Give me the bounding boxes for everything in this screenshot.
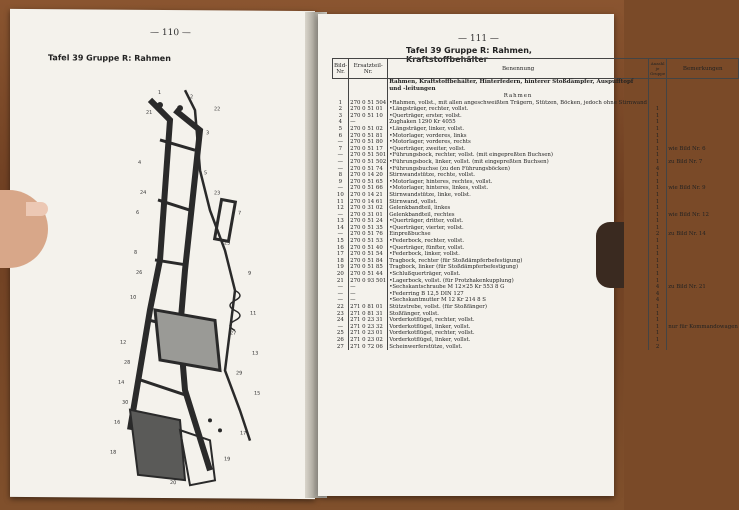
part-label: 16: [114, 419, 121, 426]
bemerkungen-cell: [667, 278, 739, 285]
part-label: 21: [146, 109, 153, 116]
anzahl-cell: 1: [649, 245, 667, 252]
part-label: 13: [252, 350, 259, 357]
table-row: [333, 284, 739, 291]
part-label: 17: [240, 430, 247, 437]
benennung-cell: Stoßfänger, vollst.: [388, 311, 649, 318]
benennung-cell: •Führungsbock, linker, vollst. (mit eingepreßten Buchsen): [388, 159, 649, 166]
part-label: 7: [238, 210, 242, 217]
ersatzteil-nr-cell: 270 0 51 81: [349, 133, 388, 140]
anzahl-cell: 1: [649, 271, 667, 278]
anzahl-cell: 1: [649, 304, 667, 311]
benennung-cell: Gelenkbandteil, rechtes: [388, 212, 649, 219]
page-title: Tafel 39 Gruppe R: Rahmen: [48, 53, 171, 64]
anzahl-cell: 1: [649, 264, 667, 271]
anzahl-cell: 1: [649, 192, 667, 199]
part-label: 1: [158, 89, 162, 96]
anzahl-cell: 1: [649, 146, 667, 153]
ersatzteil-nr-cell: 270 0 51 24: [349, 218, 388, 225]
benennung-cell: Vorderkotflügel, linker, vollst.: [388, 337, 649, 344]
part-label: 9: [248, 270, 252, 277]
anzahl-cell: 1: [649, 205, 667, 212]
bemerkungen-cell: [667, 344, 739, 351]
benennung-cell: Einpreßbuchse: [388, 231, 649, 238]
table-row: [333, 324, 739, 331]
table-row: [333, 231, 739, 238]
anzahl-cell: 4: [649, 291, 667, 298]
bemerkungen-cell: nur für Kommandowagen: [668, 323, 738, 330]
ersatzteil-nr-cell: 270 0 51 01: [349, 106, 388, 113]
benennung-cell: •Sechskantmutter M 12 Kr 214 8 S: [388, 297, 649, 304]
table-row: [333, 199, 739, 206]
part-label: 30: [122, 399, 129, 406]
ersatzteil-nr-cell: 270 0 51 76: [349, 231, 388, 238]
part-label: 8: [134, 249, 138, 256]
benennung-cell: •Querträger, vierter, vollst.: [388, 225, 649, 232]
bild-nr-cell: —: [333, 152, 349, 159]
benennung-cell: Zughaken 1290 Kr 4055: [388, 119, 649, 126]
bemerkungen-cell: [667, 113, 739, 120]
ersatzteil-nr-cell: 270 0 51 65: [349, 179, 388, 186]
bild-nr-cell: 23: [333, 311, 349, 318]
ersatzteil-nr-cell: 271 0 23 01: [349, 330, 388, 337]
bemerkungen-cell: zu Bild Nr. 14: [668, 231, 706, 238]
anzahl-cell: 1: [649, 311, 667, 318]
anzahl-cell: 4: [649, 297, 667, 304]
table-row: [333, 245, 739, 252]
anzahl-cell: 1: [649, 212, 667, 219]
benennung-cell: •Motorlager, hinteres, linkes, vollst.: [388, 185, 649, 192]
bemerkungen-cell: [667, 317, 739, 324]
benennung-cell: •Federring B 12,5 DIN 127: [388, 291, 649, 298]
bemerkungen-cell: [667, 119, 739, 126]
benennung-cell: •Motorlager, vorderes, links: [388, 133, 649, 140]
exploded-frame-diagram: [10, 9, 315, 499]
ersatzteil-nr-cell: 270 0 51 502: [350, 158, 387, 165]
table-row: [333, 311, 739, 318]
benennung-cell: •Führungsbuchse (zu den Führungsböcken): [388, 166, 649, 173]
anzahl-cell: 1: [649, 139, 667, 146]
bild-nr-cell: 25: [333, 330, 349, 337]
anzahl-cell: 1: [649, 126, 667, 133]
bemerkungen-cell: [667, 126, 739, 133]
table-row: [333, 271, 739, 278]
anzahl-cell: 1: [649, 330, 667, 337]
table-row: [333, 185, 739, 192]
anzahl-cell: 2: [649, 344, 667, 351]
bemerkungen-cell: [667, 205, 739, 212]
bild-nr-cell: —: [333, 291, 349, 298]
table-row: [333, 278, 739, 285]
bemerkungen-cell: [667, 245, 739, 252]
part-label: 24: [140, 189, 147, 196]
ersatzteil-nr-cell: —: [349, 284, 388, 291]
anzahl-cell: 1: [649, 119, 667, 126]
bumper: [130, 410, 185, 480]
table-row: [333, 344, 739, 351]
table-row: [333, 172, 739, 179]
sub-heading-row: [333, 93, 739, 100]
benennung-cell: •Rahmen, vollst., mit allen angeschweißten Trägern, Stützen, Böcken, jedoch ohne Stirnwand: [389, 99, 648, 106]
anzahl-cell: 1: [649, 324, 667, 331]
table-row: [333, 126, 739, 133]
bild-nr-cell: —: [333, 324, 349, 331]
sub-heading: Rahmen: [388, 93, 649, 100]
left-page: [10, 9, 315, 499]
bemerkungen-cell: [667, 139, 739, 146]
part-label: 29: [236, 370, 243, 377]
bemerkungen-cell: [667, 218, 739, 225]
section-heading: Rahmen, Kraftstoffbehälter, Hinterfedern, hinterer Stoßdämpfer, Auspufftopf und -leitungen: [388, 79, 649, 94]
ersatzteil-nr-cell: —: [349, 291, 388, 298]
table-row: [333, 218, 739, 225]
bemerkungen-cell: [667, 172, 739, 179]
anzahl-cell: 1: [649, 113, 667, 120]
anzahl-cell: 4: [649, 284, 667, 291]
bemerkungen-cell: [667, 199, 739, 206]
column-header: Ersatzteil-Nr.: [349, 59, 388, 79]
benennung-cell: •Längsträger, rechter, vollst.: [388, 106, 649, 113]
ersatzteil-nr-cell: 270 0 51 84: [349, 258, 388, 265]
anzahl-cell: 1: [649, 251, 667, 258]
bild-nr-cell: —: [333, 185, 349, 192]
bild-nr-cell: 19: [333, 264, 349, 271]
column-header: Bemerkungen: [667, 59, 739, 79]
anzahl-cell: 1: [649, 133, 667, 140]
bemerkungen-cell: [667, 291, 739, 298]
benennung-cell: •Querträger, zweiter, vollst.: [388, 146, 649, 153]
ersatzteil-nr-cell: 271 0 23 31: [349, 317, 388, 324]
section-heading-row: [333, 79, 739, 94]
bild-nr-cell: 22: [333, 304, 349, 311]
bild-nr-cell: —: [333, 166, 349, 173]
bild-nr-cell: 20: [333, 271, 349, 278]
table-row: [333, 205, 739, 212]
benennung-cell: •Motorlager, vorderes, rechts: [388, 139, 649, 146]
bild-nr-cell: 14: [333, 225, 349, 232]
anzahl-cell: 1: [649, 258, 667, 265]
table-row: [333, 106, 739, 113]
ersatzteil-nr-cell: 270 0 51 10: [349, 113, 388, 120]
ersatzteil-nr-cell: 270 0 51 54: [349, 251, 388, 258]
benennung-cell: Vorderkotflügel, rechter, vollst.: [388, 330, 649, 337]
benennung-cell: •Lagerbock, vollst. (für Protzhakenkupplung): [388, 278, 649, 285]
part-label: 4: [138, 159, 142, 166]
part-label: 14: [118, 379, 125, 386]
anzahl-cell: 1: [649, 337, 667, 344]
ersatzteil-nr-cell: 271 0 81 01: [349, 304, 388, 311]
ersatzteil-nr-cell: 270 0 51 53: [349, 238, 388, 245]
benennung-cell: •Querträger, erster, vollst.: [388, 113, 649, 120]
benennung-cell: •Federbock, rechter, vollst.: [388, 238, 649, 245]
table-row: [333, 330, 739, 337]
ersatzteil-nr-cell: —: [349, 297, 388, 304]
part-label: 2: [190, 94, 194, 101]
ersatzteil-nr-cell: 270 0 14 61: [349, 199, 388, 206]
bild-nr-cell: —: [333, 159, 349, 166]
bemerkungen-cell: [667, 152, 739, 159]
table-row: [333, 166, 739, 173]
anzahl-cell: 1: [649, 225, 667, 232]
table-row: [333, 179, 739, 186]
table-row: [333, 264, 739, 271]
table-row: [333, 304, 739, 311]
bemerkungen-cell: [667, 100, 739, 107]
anzahl-cell: 1: [649, 218, 667, 225]
part-label: 20: [170, 480, 177, 487]
ersatzteil-nr-cell: 271 0 81 31: [349, 311, 388, 318]
ersatzteil-nr-cell: 270 0 51 504: [350, 99, 387, 106]
table-row: [333, 119, 739, 126]
bemerkungen-cell: [667, 337, 739, 344]
table-row: [333, 113, 739, 120]
parts-table: [332, 58, 739, 350]
bemerkungen-cell: [667, 258, 739, 265]
bild-nr-cell: 8: [333, 172, 349, 179]
muffler: [215, 200, 236, 242]
anzahl-cell: 1: [649, 185, 667, 192]
benennung-cell: •Motorlager, hinteres, rechtes, vollst.: [388, 179, 649, 186]
ersatzteil-nr-cell: 271 0 23 02: [349, 337, 388, 344]
ersatzteil-nr-cell: 270 0 14 21: [349, 192, 388, 199]
benennung-cell: •Schlußquerträger, vollst.: [388, 271, 649, 278]
ersatzteil-nr-cell: 270 0 51 501: [350, 152, 387, 159]
anzahl-cell: 2: [649, 231, 667, 238]
ersatzteil-nr-cell: 270 0 93 501: [350, 277, 387, 284]
bild-nr-cell: 27: [333, 344, 349, 351]
table-row: [333, 297, 739, 304]
column-header: Benennung: [388, 59, 649, 79]
benennung-cell: Gelenkbandteil, linkes: [388, 205, 649, 212]
part-label: 11: [250, 310, 257, 317]
benennung-cell: Stirnwand, vollst.: [388, 199, 649, 206]
anzahl-cell: 1: [649, 179, 667, 186]
bild-nr-cell: —: [333, 139, 349, 146]
part-label: 6: [136, 209, 140, 216]
part-label: 18: [110, 449, 117, 456]
benennung-cell: Vorderkotflügel, rechter, vollst.: [388, 317, 649, 324]
bemerkungen-cell: [667, 297, 739, 304]
bemerkungen-cell: wie Bild Nr. 12: [668, 211, 709, 218]
part-label: 26: [136, 269, 143, 276]
benennung-cell: •Querträger, fünfter, vollst.: [388, 245, 649, 252]
bemerkungen-cell: [667, 311, 739, 318]
part-label: 10: [130, 294, 137, 301]
bemerkungen-cell: zu Bild Nr. 7: [668, 158, 703, 165]
bild-nr-cell: —: [333, 297, 349, 304]
part-label: 28: [124, 359, 131, 366]
ersatzteil-nr-cell: 270 0 14 20: [349, 172, 388, 179]
bild-nr-cell: —: [333, 231, 349, 238]
thumbnail: [26, 202, 48, 216]
ersatzteil-nr-cell: 270 0 51 44: [349, 271, 388, 278]
anzahl-cell: 1: [649, 317, 667, 324]
ersatzteil-nr-cell: 270 0 31 02: [349, 205, 388, 212]
bemerkungen-cell: [667, 330, 739, 337]
benennung-cell: Stützstrebe, vollst. (für Stoßfänger): [388, 304, 649, 311]
part-label: 23: [214, 190, 221, 197]
column-header: Bild-Nr.: [333, 59, 349, 79]
part-label: 15: [254, 390, 261, 397]
table-row: [333, 317, 739, 324]
anzahl-cell: 1: [649, 199, 667, 206]
table-row: [333, 192, 739, 199]
table-row: [333, 337, 739, 344]
ersatzteil-nr-cell: 270 0 31 01: [349, 212, 388, 219]
bild-nr-cell: 26: [333, 337, 349, 344]
bild-nr-cell: 18: [333, 258, 349, 265]
bild-nr-cell: 6: [333, 133, 349, 140]
bild-nr-cell: 3: [333, 113, 349, 120]
benennung-cell: •Längsträger, linker, vollst.: [388, 126, 649, 133]
benennung-cell: Scheinwerferstütze, vollst.: [388, 344, 649, 351]
anzahl-cell: 1: [649, 159, 667, 166]
ersatzteil-nr-cell: 271 0 72 06: [349, 344, 388, 351]
bild-nr-cell: 15: [333, 238, 349, 245]
benennung-cell: Tragbock, linker (für Stoßdämpferbefestigung): [388, 264, 649, 271]
page-number: — 110 —: [150, 27, 191, 39]
ersatzteil-nr-cell: 270 0 51 85: [349, 264, 388, 271]
frame-rail-right: [175, 110, 210, 470]
table-row: [333, 225, 739, 232]
benennung-cell: Vorderkotflügel, linker, vollst.: [388, 324, 649, 331]
table-row: [333, 159, 739, 166]
bemerkungen-cell: [667, 264, 739, 271]
bild-nr-cell: 7: [333, 146, 349, 153]
ersatzteil-nr-cell: 270 0 51 40: [349, 245, 388, 252]
anzahl-cell: 1: [649, 238, 667, 245]
benennung-cell: Tragbock, rechter (für Stoßdämpferbefestigung): [388, 258, 649, 265]
table-header: [333, 59, 739, 79]
table-row: [333, 100, 739, 107]
anzahl-cell: 4: [649, 166, 667, 173]
bemerkungen-cell: [667, 192, 739, 199]
page-clip: [596, 222, 624, 288]
table-row: [333, 238, 739, 245]
bild-nr-cell: 11: [333, 199, 349, 206]
bild-nr-cell: 17: [333, 251, 349, 258]
part-label: 5: [204, 170, 208, 177]
page-number: — 111 —: [458, 34, 499, 44]
part-label: 27: [230, 330, 237, 337]
benennung-cell: Stirnwandstütze, linke, vollst.: [388, 192, 649, 199]
bild-nr-cell: 10: [333, 192, 349, 199]
ersatzteil-nr-cell: 270 0 51 35: [349, 225, 388, 232]
bemerkungen-cell: [667, 225, 739, 232]
bild-nr-cell: 2: [333, 106, 349, 113]
fuel-tank: [155, 310, 220, 370]
benennung-cell: •Führungsbock, rechter, vollst. (mit eingepreßten Buchsen): [388, 152, 649, 159]
part-label: 22: [214, 106, 221, 113]
part-label: 25: [224, 240, 231, 247]
ersatzteil-nr-cell: —: [349, 119, 388, 126]
right-page: [318, 14, 738, 496]
table-row: [333, 139, 739, 146]
table-row: [333, 133, 739, 140]
part-label: 19: [224, 456, 231, 463]
anzahl-cell: [649, 100, 667, 107]
bemerkungen-cell: [667, 179, 739, 186]
bild-nr-cell: 24: [333, 317, 349, 324]
bild-nr-cell: 16: [333, 245, 349, 252]
bemerkungen-cell: [667, 304, 739, 311]
ersatzteil-nr-cell: 270 0 51 17: [349, 146, 388, 153]
bemerkungen-cell: wie Bild Nr. 6: [668, 145, 706, 152]
bild-nr-cell: 13: [333, 218, 349, 225]
bemerkungen-cell: [667, 166, 739, 173]
part-label: 12: [120, 339, 127, 346]
bild-nr-cell: 21: [333, 278, 349, 285]
frame-rail-left: [130, 100, 170, 430]
table-row: [333, 291, 739, 298]
anzahl-cell: 1: [649, 106, 667, 113]
benennung-cell: Stirnwandstütze, rechte, vollst.: [388, 172, 649, 179]
table-row: [333, 212, 739, 219]
benennung-cell: •Federbock, linker, vollst.: [388, 251, 649, 258]
part-label: 3: [206, 130, 210, 137]
bild-nr-cell: 4: [333, 119, 349, 126]
bemerkungen-cell: [667, 238, 739, 245]
column-header: Anzahl je Gruppe: [649, 59, 667, 79]
bemerkungen-cell: zu Bild Nr. 21: [668, 284, 706, 291]
ersatzteil-nr-cell: 270 0 51 74: [349, 166, 388, 173]
benennung-cell: •Sechskantschraube M 12×25 Kr 553 8 G: [388, 284, 649, 291]
benennung-cell: •Querträger, dritter, vollst.: [388, 218, 649, 225]
bemerkungen-cell: [667, 251, 739, 258]
page-title: Tafel 39 Gruppe R: Rahmen, Kraftstoffbehälter: [406, 46, 532, 64]
bild-nr-cell: 5: [333, 126, 349, 133]
bild-nr-cell: —: [333, 212, 349, 219]
anzahl-cell: 1: [649, 152, 667, 159]
anzahl-cell: 1: [649, 278, 667, 285]
bild-nr-cell: 1: [333, 100, 349, 107]
exhaust-pipe: [185, 90, 250, 440]
bild-nr-cell: —: [333, 284, 349, 291]
ersatzteil-nr-cell: 270 0 51 66: [349, 185, 388, 192]
ersatzteil-nr-cell: 270 0 51 02: [349, 126, 388, 133]
ersatzteil-nr-cell: 270 0 51 80: [349, 139, 388, 146]
ersatzteil-nr-cell: 271 0 23 32: [349, 324, 388, 331]
bild-nr-cell: 12: [333, 205, 349, 212]
table-row: [333, 152, 739, 159]
bild-nr-cell: 9: [333, 179, 349, 186]
table-row: [333, 251, 739, 258]
bemerkungen-cell: [667, 106, 739, 113]
bemerkungen-cell: [667, 271, 739, 278]
anzahl-cell: 1: [649, 172, 667, 179]
bemerkungen-cell: [667, 133, 739, 140]
bemerkungen-cell: wie Bild Nr. 9: [668, 185, 706, 192]
